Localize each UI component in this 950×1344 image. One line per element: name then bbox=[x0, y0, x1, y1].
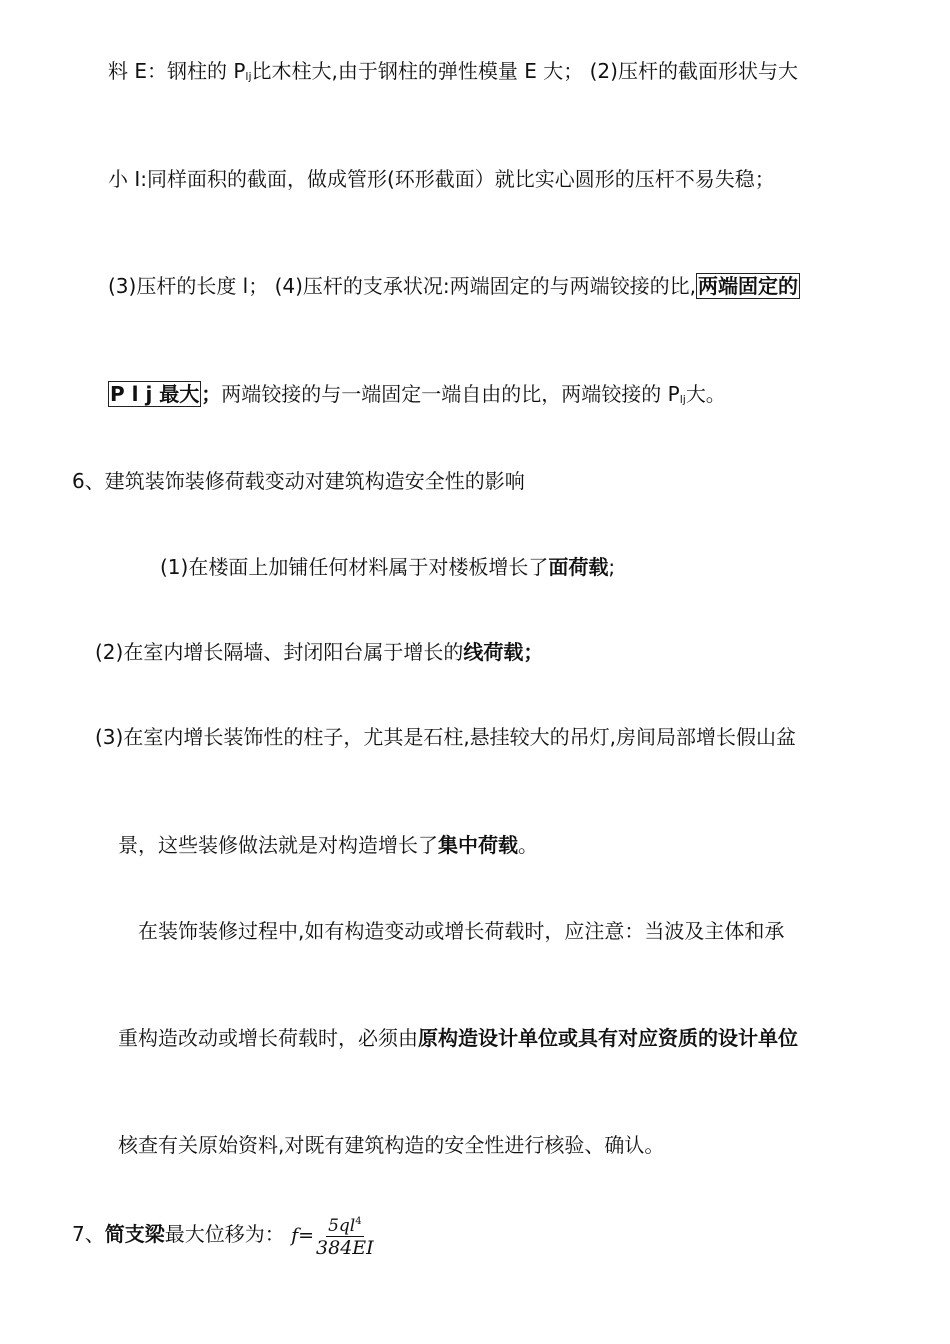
bold-term: 线荷载； bbox=[463, 640, 544, 664]
para-line-3 bbox=[108, 272, 800, 300]
formula-fraction bbox=[314, 1212, 376, 1259]
para-line-4 bbox=[108, 380, 726, 414]
note-line-2 bbox=[118, 1024, 798, 1052]
text: 最大位移为： bbox=[164, 1222, 285, 1246]
text: 两端铰接的与一端固定一端自由的比，两端铰接的 P bbox=[221, 382, 680, 406]
text: 重构造改动或增长荷载时，必须由 bbox=[118, 1026, 418, 1050]
section-heading-7 bbox=[72, 1210, 376, 1260]
note-line-1 bbox=[138, 917, 784, 945]
para-line-1 bbox=[108, 57, 798, 91]
text: ; bbox=[608, 555, 616, 579]
text: (1)在楼面上加铺任何材料属于对楼板增长了 bbox=[160, 555, 549, 579]
text: 核查有关原始资料,对既有建筑构造的安全性进行核验、确认。 bbox=[118, 1133, 665, 1157]
subscript: lj bbox=[245, 70, 252, 83]
heading-text: 6、建筑装饰装修荷载变动对建筑构造安全性的影响 bbox=[72, 469, 525, 493]
text: (2)在室内增长隔墙、封闭阳台属于增长的 bbox=[95, 640, 464, 664]
list-item-3 bbox=[95, 723, 796, 751]
list-item-2 bbox=[95, 638, 543, 666]
boxed-emphasis: 两端固定的 bbox=[698, 274, 799, 298]
text: 料 E：钢柱的 P bbox=[108, 59, 246, 83]
list-item-3-cont bbox=[118, 831, 538, 859]
list-item-1 bbox=[160, 553, 615, 581]
text: 大。 bbox=[685, 382, 726, 406]
note-line-3 bbox=[118, 1131, 664, 1159]
text: 景，这些装修做法就是对构造增长了 bbox=[118, 833, 438, 857]
section-heading-6 bbox=[72, 467, 525, 495]
bold-term: 集中荷载 bbox=[438, 833, 518, 857]
bold-term: 面荷载 bbox=[548, 555, 609, 579]
numerator-text: 5ql bbox=[328, 1216, 356, 1236]
bold-term: 原构造设计单位或具有对应资质的设计单位 bbox=[418, 1026, 798, 1050]
text: 。 bbox=[518, 833, 538, 857]
subscript: lj bbox=[679, 393, 686, 406]
boxed-emphasis: P l j 最大 bbox=[110, 382, 200, 406]
formula-lhs: f= bbox=[291, 1224, 315, 1247]
text: (3)在室内增长装饰性的柱子，尤其是石柱,悬挂较大的吊灯,房间局部增长假山盆 bbox=[95, 725, 797, 749]
text: 在装饰装修过程中,如有构造变动或增长荷载时，应注意：当波及主体和承 bbox=[138, 919, 785, 943]
bold-term: 简支梁 bbox=[104, 1222, 165, 1246]
formula-numerator bbox=[326, 1212, 364, 1237]
text: 小 I:同样面积的截面，做成管形(环形截面）就比实心圆形的压杆不易失稳； bbox=[108, 167, 775, 191]
formula-denominator: 384EI bbox=[316, 1237, 374, 1259]
text: ； bbox=[201, 382, 222, 406]
exponent: 4 bbox=[355, 1216, 362, 1227]
heading-number: 7、 bbox=[72, 1222, 105, 1246]
text: 比木柱大,由于钢柱的弹性模量 E 大； (2)压杆的截面形状与大 bbox=[251, 59, 798, 83]
text: (3)压杆的长度 l； (4)压杆的支承状况:两端固定的与两端铰接的比, bbox=[108, 274, 697, 298]
para-line-2 bbox=[108, 165, 775, 193]
